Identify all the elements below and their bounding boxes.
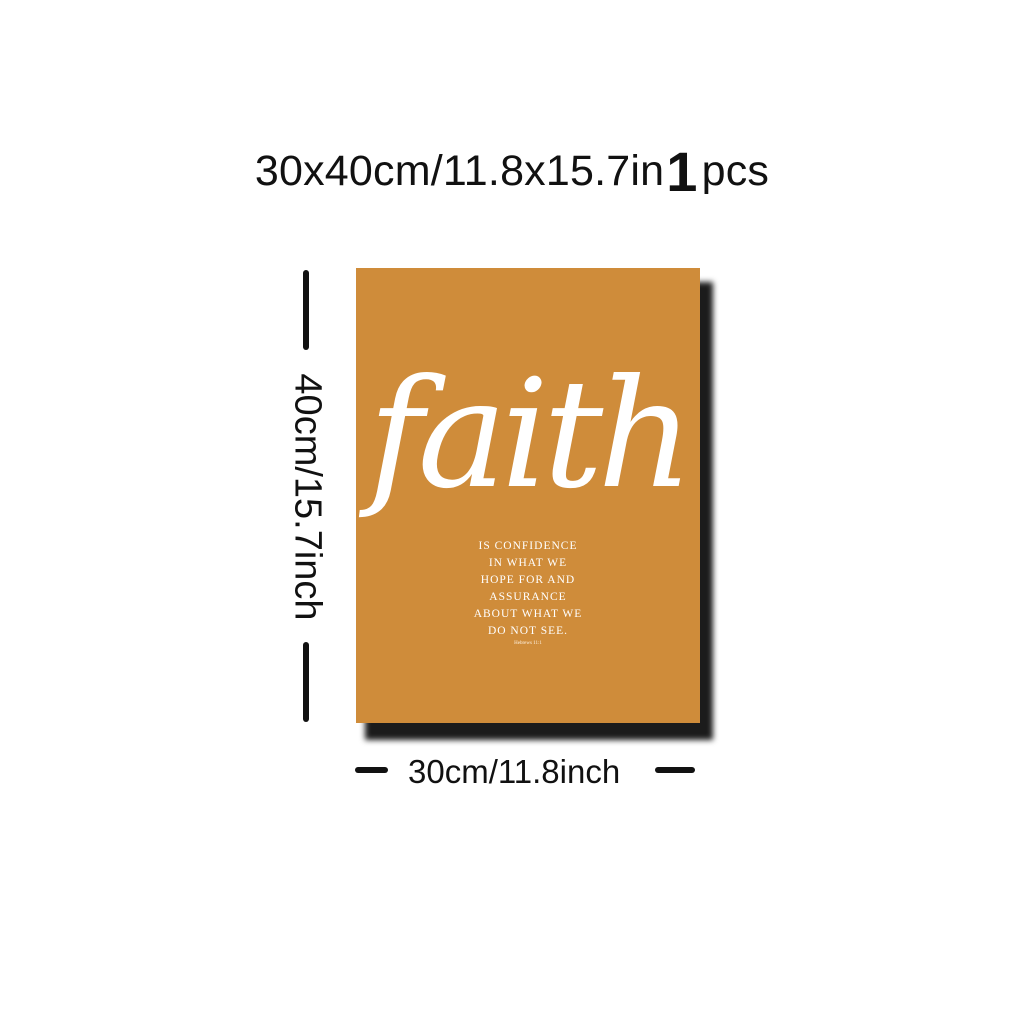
poster bbox=[356, 268, 700, 723]
product-size-title bbox=[0, 138, 1024, 203]
poster-word: faith bbox=[368, 348, 688, 522]
width-dimension-line-left bbox=[355, 767, 388, 773]
verse-line: IN WHAT WE bbox=[488, 557, 568, 569]
poster-citation: Hebrews 11:1 bbox=[514, 641, 542, 646]
verse-line: IS CONFIDENCE bbox=[478, 540, 578, 552]
verse-line: ASSURANCE bbox=[489, 591, 567, 603]
width-dimension-line-right bbox=[655, 767, 695, 773]
width-label: 30cm/11.8inch bbox=[408, 753, 621, 790]
height-label: 40cm/15.7inch bbox=[286, 373, 329, 621]
verse-line: DO NOT SEE. bbox=[487, 625, 569, 637]
quantity-unit: pcs bbox=[701, 147, 770, 195]
size-text: 30x40cm/11.8x15.7in bbox=[254, 147, 665, 195]
poster-verse bbox=[356, 538, 700, 640]
verse-line: ABOUT WHAT WE bbox=[473, 608, 583, 620]
height-dimension-line-top bbox=[303, 270, 309, 350]
quantity-number: 1 bbox=[666, 140, 698, 203]
height-dimension-line-bottom bbox=[303, 642, 309, 722]
verse-line: HOPE FOR AND bbox=[480, 574, 576, 586]
